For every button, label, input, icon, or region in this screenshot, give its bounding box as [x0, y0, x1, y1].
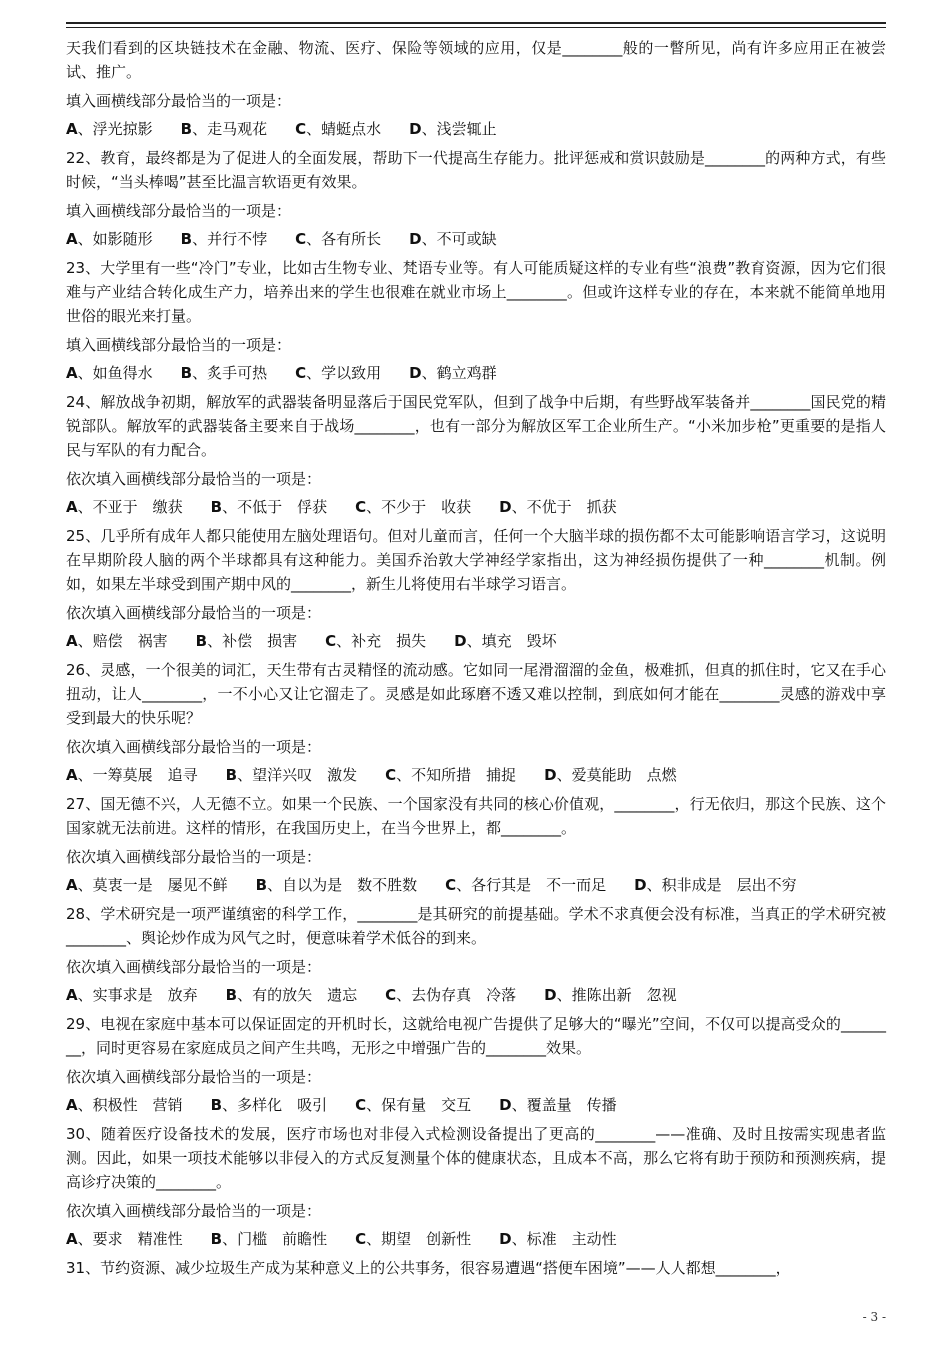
- question-stem: 28、学术研究是一项严谨缜密的科学工作，________是其研究的前提基础。学术不求真便会没有标准，当真正的学术研究被________、舆论炒作成为风气之时，便意味着学术低谷的到来。: [66, 905, 886, 947]
- option-text: 、覆盖量 传播: [511, 1096, 617, 1114]
- option-b: [181, 117, 267, 141]
- option-text: 、炙手可热: [192, 364, 268, 382]
- question-prompt: 填入画横线部分最恰当的一项是：: [66, 202, 292, 220]
- option-text: 、各有所长: [306, 230, 382, 248]
- option-letter: C: [355, 1230, 367, 1248]
- question-prompt: 填入画横线部分最恰当的一项是：: [66, 336, 292, 354]
- option-letter: B: [225, 986, 238, 1004]
- option-letter: C: [445, 876, 457, 894]
- option-letter: A: [66, 120, 78, 138]
- option-c: [385, 983, 516, 1007]
- option-letter: C: [295, 120, 307, 138]
- answer-options: [66, 1093, 886, 1117]
- option-text: 、门槛 前瞻性: [222, 1230, 328, 1248]
- option-letter: D: [634, 876, 647, 894]
- option-text: 、并行不悖: [192, 230, 268, 248]
- option-b: [211, 1227, 327, 1251]
- option-d: [544, 763, 676, 787]
- option-text: 、自以为是 数不胜数: [267, 876, 418, 894]
- option-letter: D: [544, 766, 557, 784]
- question-prompt: 依次填入画横线部分最恰当的一项是：: [66, 738, 322, 756]
- option-letter: D: [409, 120, 422, 138]
- question-stem: 25、几乎所有成年人都只能使用左脑处理语句。但对儿童而言，任何一个大脑半球的损伤都不太可能影响语言学习，这说明在早期阶段人脑的两个半球都具有这种能力。美国乔治敦大学神经学家指出，这为神经损伤提供了一种________机制。例如，如果左半球受到围产期中风的________，新生儿将使用右半球学习语言。: [66, 527, 886, 593]
- option-c: [445, 873, 606, 897]
- option-a: [66, 117, 153, 141]
- option-text: 、不亚于 缴获: [77, 498, 183, 516]
- option-b: [181, 227, 267, 251]
- option-text: 、不可或缺: [421, 230, 497, 248]
- option-text: 、积非成是 层出不穷: [646, 876, 797, 894]
- passage-text: 天我们看到的区块链技术在金融、物流、医疗、保险等领域的应用，仅是________般的一瞥所见，尚有许多应用正在被尝试、推广。: [66, 39, 886, 81]
- question-stem: 29、电视在家庭中基本可以保证固定的开机时长，这就给电视广告提供了足够大的“曝光”空间，不仅可以提高受众的________，同时更容易在家庭成员之间产生共鸣，无形之中增强广告的________效果。: [66, 1015, 886, 1057]
- option-letter: C: [355, 498, 367, 516]
- option-a: [66, 763, 198, 787]
- option-a: [66, 629, 168, 653]
- option-letter: C: [355, 1096, 367, 1114]
- option-letter: B: [225, 766, 238, 784]
- option-letter: B: [210, 1230, 223, 1248]
- page-number: - 3 -: [862, 1310, 886, 1324]
- option-letter: A: [66, 766, 78, 784]
- option-a: [66, 1227, 183, 1251]
- question-prompt: 依次填入画横线部分最恰当的一项是：: [66, 1068, 322, 1086]
- option-text: 、蜻蜓点水: [306, 120, 382, 138]
- option-a: [66, 983, 198, 1007]
- answer-options: [66, 495, 886, 519]
- option-letter: C: [325, 632, 337, 650]
- option-letter: A: [66, 986, 78, 1004]
- option-d: [409, 227, 496, 251]
- question-stem: 31、节约资源、减少垃圾生产成为某种意义上的公共事务，很容易遭遇“搭便车困境”——人人都想________，: [66, 1259, 791, 1277]
- question-prompt: 依次填入画横线部分最恰当的一项是：: [66, 1202, 322, 1220]
- option-letter: B: [210, 498, 223, 516]
- option-a: [66, 495, 183, 519]
- option-c: [325, 629, 426, 653]
- question-prompt: 依次填入画横线部分最恰当的一项是：: [66, 470, 322, 488]
- option-text: 、一筹莫展 追寻: [77, 766, 198, 784]
- option-c: [355, 495, 471, 519]
- option-text: 、有的放矢 遗忘: [237, 986, 358, 1004]
- option-text: 、期望 创新性: [366, 1230, 472, 1248]
- option-text: 、实事求是 放弃: [77, 986, 198, 1004]
- question-stem: 22、教育，最终都是为了促进人的全面发展，帮助下一代提高生存能力。批评惩戒和赏识鼓励是________的两种方式，有些时候，“当头棒喝”甚至比温言软语更有效果。: [66, 149, 886, 191]
- answer-options: [66, 227, 886, 251]
- option-b: [196, 629, 297, 653]
- option-c: [295, 227, 381, 251]
- option-letter: B: [210, 1096, 223, 1114]
- option-letter: D: [499, 1096, 512, 1114]
- option-letter: B: [180, 364, 193, 382]
- option-text: 、不优于 抓获: [511, 498, 617, 516]
- option-letter: A: [66, 1230, 78, 1248]
- option-text: 、多样化 吸引: [222, 1096, 328, 1114]
- option-letter: B: [195, 632, 208, 650]
- question-stem: 27、国无德不兴，人无德不立。如果一个民族、一个国家没有共同的核心价值观，________，行无依归，那这个民族、这个国家就无法前进。这样的情形，在我国历史上，在当今世界上，都________。: [66, 795, 886, 837]
- option-letter: D: [454, 632, 467, 650]
- option-c: [295, 361, 381, 385]
- option-letter: C: [385, 766, 397, 784]
- document-body: [66, 36, 886, 1280]
- option-text: 、去伪存真 冷落: [396, 986, 517, 1004]
- option-letter: A: [66, 364, 78, 382]
- option-text: 、学以致用: [306, 364, 382, 382]
- answer-options: [66, 361, 886, 385]
- option-text: 、望洋兴叹 激发: [237, 766, 358, 784]
- question-prompt: 依次填入画横线部分最恰当的一项是：: [66, 848, 322, 866]
- option-text: 、推陈出新 忽视: [556, 986, 677, 1004]
- option-text: 、浅尝辄止: [421, 120, 497, 138]
- answer-options: [66, 763, 886, 787]
- option-c: [295, 117, 381, 141]
- option-letter: B: [255, 876, 268, 894]
- option-letter: A: [66, 1096, 78, 1114]
- option-letter: D: [544, 986, 557, 1004]
- option-letter: C: [295, 364, 307, 382]
- answer-options: [66, 983, 886, 1007]
- option-text: 、保有量 交互: [366, 1096, 472, 1114]
- option-a: [66, 227, 153, 251]
- option-text: 、鹤立鸡群: [421, 364, 497, 382]
- option-a: [66, 1093, 183, 1117]
- option-text: 、不低于 俘获: [222, 498, 328, 516]
- option-letter: D: [409, 364, 422, 382]
- option-letter: A: [66, 632, 78, 650]
- option-text: 、浮光掠影: [77, 120, 153, 138]
- option-letter: D: [499, 1230, 512, 1248]
- answer-options: [66, 117, 886, 141]
- option-text: 、要求 精准性: [77, 1230, 183, 1248]
- option-text: 、积极性 营销: [77, 1096, 183, 1114]
- option-text: 、不少于 收获: [366, 498, 472, 516]
- option-text: 、补充 损失: [336, 632, 427, 650]
- answer-options: [66, 629, 886, 653]
- option-d: [409, 117, 496, 141]
- option-text: 、补偿 损害: [207, 632, 298, 650]
- option-a: [66, 361, 153, 385]
- question-prompt: 填入画横线部分最恰当的一项是：: [66, 92, 292, 110]
- option-text: 、如鱼得水: [77, 364, 153, 382]
- question-stem: 30、随着医疗设备技术的发展，医疗市场也对非侵入式检测设备提出了更高的________——准确、及时且按需实现患者监测。因此，如果一项技术能够以非侵入的方式反复测量个体的健康状态，且成本不高，那么它将有助于预防和预测疾病，提高诊疗决策的________。: [66, 1125, 886, 1191]
- option-d: [634, 873, 796, 897]
- option-b: [211, 495, 327, 519]
- option-letter: C: [385, 986, 397, 1004]
- option-letter: A: [66, 230, 78, 248]
- option-d: [544, 983, 676, 1007]
- option-text: 、不知所措 捕捉: [396, 766, 517, 784]
- option-letter: A: [66, 498, 78, 516]
- answer-options: [66, 873, 886, 897]
- option-b: [181, 361, 267, 385]
- answer-options: [66, 1227, 886, 1251]
- question-prompt: 依次填入画横线部分最恰当的一项是：: [66, 604, 322, 622]
- question-stem: 24、解放战争初期，解放军的武器装备明显落后于国民党军队，但到了战争中后期，有些野战军装备并________国民党的精锐部队。解放军的武器装备主要来自于战场________，也有一部分为解放区军工企业所生产。“小米加步枪”更重要的是指人民与军队的有力配合。: [66, 393, 886, 459]
- option-d: [499, 1227, 616, 1251]
- question-prompt: 依次填入画横线部分最恰当的一项是：: [66, 958, 322, 976]
- option-b: [211, 1093, 327, 1117]
- option-text: 、赔偿 祸害: [77, 632, 168, 650]
- option-text: 、各行其是 不一而足: [456, 876, 607, 894]
- option-text: 、爱莫能助 点燃: [556, 766, 677, 784]
- option-d: [499, 495, 616, 519]
- option-letter: D: [499, 498, 512, 516]
- question-stem: 23、大学里有一些“冷门”专业，比如古生物专业、梵语专业等。有人可能质疑这样的专业有些“浪费”教育资源，因为它们很难与产业结合转化成生产力，培养出来的学生也很难在就业市场上________。但或许这样专业的存在，本来就不能简单地用世俗的眼光来打量。: [66, 259, 886, 325]
- option-c: [355, 1093, 471, 1117]
- option-text: 、标准 主动性: [511, 1230, 617, 1248]
- option-letter: A: [66, 876, 78, 894]
- option-letter: D: [409, 230, 422, 248]
- option-c: [385, 763, 516, 787]
- header-rule-thick: [66, 22, 886, 24]
- header-rule-thin: [66, 27, 886, 28]
- option-text: 、如影随形: [77, 230, 153, 248]
- question-stem: 26、灵感，一个很美的词汇，天生带有古灵精怪的流动感。它如同一尾滑溜溜的金鱼，极难抓，但真的抓住时，它又在手心扭动，让人________，一不小心又让它溜走了。灵感是如此琢磨不透又难以控制，到底如何才能在________灵感的游戏中享受到最大的快乐呢？: [66, 661, 886, 727]
- option-d: [409, 361, 496, 385]
- option-text: 、走马观花: [192, 120, 268, 138]
- option-d: [454, 629, 556, 653]
- option-letter: B: [180, 120, 193, 138]
- option-text: 、莫衷一是 屡见不鲜: [77, 876, 228, 894]
- option-letter: B: [180, 230, 193, 248]
- option-c: [355, 1227, 471, 1251]
- option-b: [226, 983, 357, 1007]
- option-text: 、填充 毁坏: [466, 632, 557, 650]
- option-b: [256, 873, 417, 897]
- option-d: [499, 1093, 616, 1117]
- option-letter: C: [295, 230, 307, 248]
- option-b: [226, 763, 357, 787]
- option-a: [66, 873, 228, 897]
